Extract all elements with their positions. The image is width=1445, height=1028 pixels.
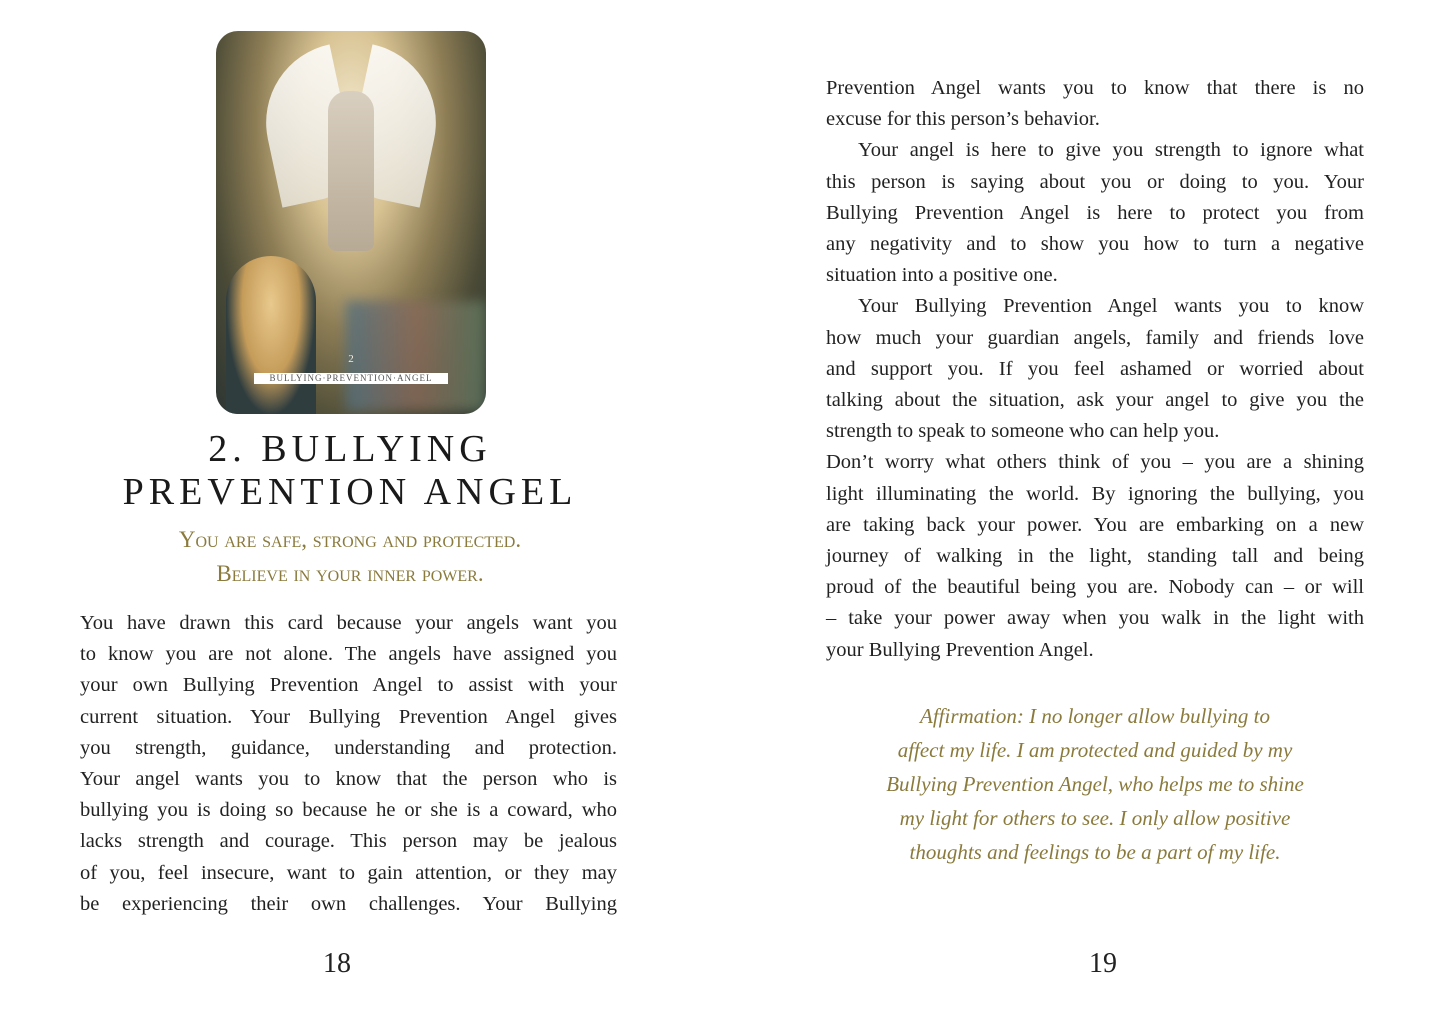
text-line: situation into a positive one. bbox=[826, 264, 1058, 287]
left-body-text bbox=[80, 608, 617, 920]
affirmation-line: affect my life. I am protected and guided by my bbox=[897, 738, 1293, 762]
text-line: current situation. Your Bullying Prevention Angel gives bbox=[80, 705, 617, 728]
page-number-right: 19 bbox=[1089, 948, 1117, 979]
text-line: to know you are not alone. The angels have assigned you bbox=[80, 643, 617, 666]
subtitle-line-2: Believe in your inner power. bbox=[216, 561, 484, 586]
subtitle-line-1: You are safe, strong and protected. bbox=[178, 527, 522, 552]
text-line: be experiencing their own challenges. Your Bullying bbox=[80, 892, 617, 915]
text-line: strength to speak to someone who can help you. bbox=[826, 420, 1220, 443]
title-line-2: PREVENTION ANGEL bbox=[122, 471, 578, 513]
text-line: of you, feel insecure, want to gain attention, or they may bbox=[80, 861, 617, 884]
text-line: proud of the beautiful being you are. Nobody can – or will bbox=[826, 576, 1364, 599]
page-number-left: 18 bbox=[323, 948, 351, 979]
card-number: 2 bbox=[348, 353, 354, 365]
text-line: Bullying Prevention Angel is here to protect you from bbox=[826, 201, 1364, 224]
text-line: this person is saying about you or doing to you. Your bbox=[826, 170, 1364, 193]
text-line: are taking back your power. You are embarking on a new bbox=[826, 513, 1364, 536]
angel-card-image bbox=[216, 31, 486, 414]
angel-figure bbox=[328, 91, 374, 251]
affirmation-line: Bullying Prevention Angel, who helps me to shine bbox=[886, 772, 1304, 796]
text-line: journey of walking in the light, standing tall and being bbox=[826, 545, 1364, 568]
text-line: any negativity and to show you how to turn a negative bbox=[826, 233, 1364, 256]
affirmation-line: my light for others to see. I only allow positive bbox=[899, 806, 1291, 830]
card-label: BULLYING·PREVENTION·ANGEL bbox=[254, 373, 448, 384]
text-line: Don’t worry what others think of you – you are a shining bbox=[826, 451, 1364, 474]
title-line-1: 2. BULLYING bbox=[208, 428, 492, 470]
text-line: talking about the situation, ask your angel to give you the bbox=[826, 389, 1364, 412]
affirmation bbox=[826, 699, 1364, 869]
affirmation-line: Affirmation: I no longer allow bullying to bbox=[920, 704, 1270, 728]
affirmation-line: thoughts and feelings to be a part of my life. bbox=[909, 840, 1281, 864]
text-line: you strength, guidance, understanding and protection. bbox=[80, 736, 617, 759]
text-line: light illuminating the world. By ignoring the bullying, you bbox=[826, 482, 1364, 505]
page-title bbox=[60, 428, 640, 514]
text-line: how much your guardian angels, family and friends love bbox=[826, 326, 1364, 349]
text-line: Your angel wants you to know that the person who is bbox=[80, 768, 617, 791]
text-line: You have drawn this card because your angels want you bbox=[80, 612, 617, 634]
text-line: Your Bullying Prevention Angel wants you to know bbox=[858, 295, 1364, 318]
text-line: bullying you is doing so because he or she is a coward, who bbox=[80, 799, 617, 822]
text-line: excuse for this person’s behavior. bbox=[826, 108, 1100, 131]
text-line: Your angel is here to give you strength to ignore what bbox=[858, 139, 1364, 162]
girl-figure bbox=[226, 256, 316, 414]
subtitle bbox=[60, 523, 640, 591]
text-line: Prevention Angel wants you to know that there is no bbox=[826, 77, 1364, 99]
text-line: and support you. If you feel ashamed or worried about bbox=[826, 357, 1364, 380]
text-line: your Bullying Prevention Angel. bbox=[826, 638, 1094, 661]
text-line: – take your power away when you walk in the light with bbox=[826, 607, 1364, 630]
text-line: your own Bullying Prevention Angel to assist with your bbox=[80, 674, 617, 697]
text-line: lacks strength and courage. This person may be jealous bbox=[80, 830, 617, 853]
right-body-text bbox=[826, 73, 1364, 666]
